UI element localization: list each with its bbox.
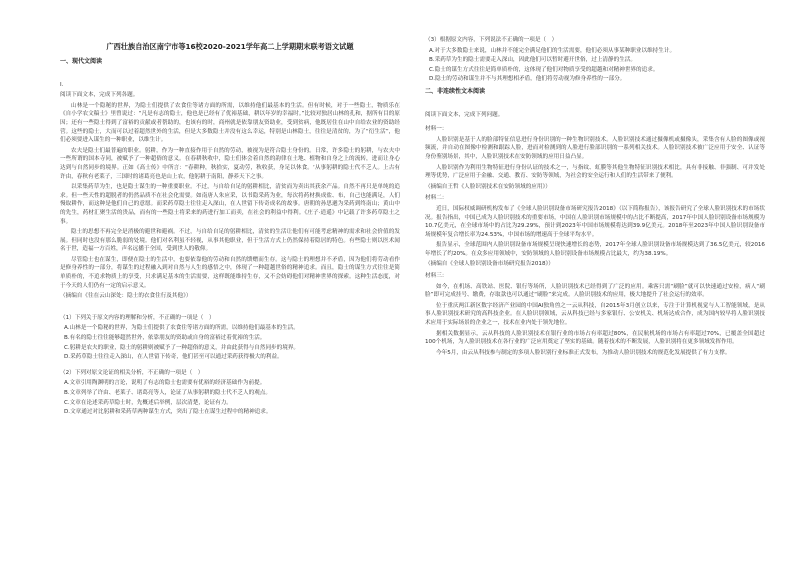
material-1-source: （摘编自王哲《人脸识别技术在安防领域的应用》） bbox=[425, 183, 551, 190]
option-3a[interactable]: A.对于大多数隐士来说，山林并不能完全满足他们的生活需要，他们必须从事某种职业以维持生计。 bbox=[429, 47, 676, 54]
material-2-text: 报告显示，全球范围内人脸识别设备市场规模呈现快速增长的态势，2017年全球人脸识别设备市场规模达到了36.5亿美元，较2016年增长了约20%。在众多应用领域中，安防领域的人脸识别设备市场规模占比最大，约为38.19%。 bbox=[425, 242, 765, 257]
left-column bbox=[60, 30, 400, 418]
material-3-text: 位于重庆两江新区数字经济产业园的中国AI独角兽之一云从科技，自2015年3月创立以来，专注于计算机视觉与人工智能领域，是从事人脸识别技术研究的高科技企业。在人脸识别领域，云从科技已经与多家银行、公安机关、机场达成合作，成为国内较早将人脸识别技术应用于实际场景的企业之一，技术在业内处于领先地位。 bbox=[425, 302, 765, 327]
passage-number: I. bbox=[60, 81, 64, 88]
material-2-label: 材料二： bbox=[425, 195, 448, 202]
material-2-source: （摘编自《全球人脸识别设备市场研究报告2018》） bbox=[425, 261, 554, 268]
passage-instruction-2: 阅读下面文本，完成下列问题。 bbox=[425, 111, 504, 118]
material-3-text: 据相关数据显示，云从科技的人脸识别技术在银行业的市场占有率超过80%，在民航机场的市场占有率超过70%，已覆盖全国超过100个机场，为人脸识别技术在各行业的广泛应用奠定了坚实的基础。随着技术的不断发展，人脸识别将在更多领域发挥作用。 bbox=[425, 330, 765, 346]
question-1: （1）下列关于原文内容的理解和分析，不正确的一项是（ ） bbox=[60, 314, 215, 321]
right-column bbox=[425, 34, 765, 359]
option-1d[interactable]: D.采药草隐士往往走入深山，在人世留下传奇，他们甚至可以通过采药获得极大的利益。 bbox=[64, 354, 283, 361]
material-1-label: 材料一： bbox=[425, 126, 448, 133]
passage-paragraph: 隐士的思想不再完全是消极的避世和避祸。不过，与自给自足的躬耕相比，清贫的生活让他们有可能考虑精神的需求和社会价值的发展。但同时也没有那么脆弱的处境。他们对名利虽不轻视，从事其他职业，但于生活方式上仍然保持着隐居的特色。有些隐士则以医术闻名于世，造福一方百姓，声名远播于全国，受到世人的敬仰。 bbox=[60, 229, 400, 253]
option-3c[interactable]: C.隐士的谋生方式往往是简单质朴的，这体现了他们对物质享受的超越和对精神世界的追求。 bbox=[429, 66, 659, 73]
option-1c[interactable]: C.躬耕是农夫的职业，隐士的躬耕则被赋予了一种超俗的意义，并由此获得与自然同步的境界。 bbox=[64, 344, 300, 351]
material-3-text: 今年5月，由云从科技参与制定的多项人脸识别行业标准正式发布，为推动人脸识别技术的规范化发展提供了有力支撑。 bbox=[436, 349, 731, 356]
material-3-label: 材料三： bbox=[425, 273, 448, 280]
option-2a[interactable]: A.文章引用陶渊明的言论，说明了有志的隐士也需要有优裕的经济基础作为前提。 bbox=[64, 380, 266, 387]
material-1-text: 人脸识别作为利用生物特征进行身份认证的技术之一，与指纹、虹膜等其他生物特征识别技术相比，具有非接触、非强制、可并发处理等优势，广泛应用于金融、交通、教育、安防等领域，为社会的安全运行和人们的生活带来了便利。 bbox=[425, 164, 765, 180]
material-2-text: 近日，国际权威调研机构发布了《全球人脸识别设备市场研究报告2018》（以下简称报告），该报告研究了全球人脸识别技术的市场状况。报告指出，中国已成为人脸识别技术的重要市场，中国在人脸识别市场规模中的占比不断提高，2017年中国人脸识别设备市场规模为10.7亿美元，在全球市场中的占比为29.29%，预计到2023年中国市场规模将达到39.9亿美元。2018年至2023年中国人脸识别设备市场规模年复合增长率为24.53%，中国市场的增速高于全球平均水平。 bbox=[425, 205, 765, 238]
option-2b[interactable]: B.文章列举了许由、老莱子、诸葛亮等人，论证了从事躬耕的隐士代不乏人的观点。 bbox=[64, 390, 271, 396]
passage-source: （摘编自《往在云山深处：隐士的衣食住行及其他》） bbox=[60, 293, 192, 300]
material-1-text: 人脸识别是基于人的脸部特征信息进行身份识别的一种生物识别技术。人脸识别技术通过摄像机或摄像头，采集含有人脸的图像或视频流，并自动在图像中检测和跟踪人脸，进而对检测到的人脸进行脸部识别的一系列相关技术。人脸识别技术被广泛应用于安全、认证等身份鉴别场景，其中，人脸识别技术在安防领域的应用日益凸显。 bbox=[425, 136, 765, 160]
question-3: （3）根据原文内容，下列说法不正确的一项是（ ） bbox=[425, 37, 558, 43]
passage-paragraph: 山林是一个隐秘的世界，为隐士们提供了农食住等诸方面的所需，以维持他们最基本的生活。但有时候，对于一些隐士，物质乐在《自小学农文稿士》里曾说过：“凡是有志的隐士，他也是已经有了优裕基础，耕以年岁的幸福时。”比较对独居山林的孔和，据所有目的原因；还有一些隐士得到了富裕的贡献或者帮助的，也该有的时，商州就是依靠朋友资助业，受到贫病，他既居住在山中自给农业的资助经营。这些的隐士，大而可以过着超然世外的生活，但是大多数隐士并没有这么幸运，特别是山林隐士，往往是清贫的，为了“衍生活”，他们必须要进入谋生的一种职业，以维生计。 bbox=[60, 102, 400, 144]
option-1b[interactable]: B.有名的隐士往往能够超然世外，依靠朋友的资助或自身的富裕过着优裕的生活。 bbox=[64, 335, 266, 342]
passage-paragraph: 农夫是隐士们最普遍的职业。躬耕，作为一种直接作用于自然的劳动，被视为是符合隐士身份的。日常，许多隐士的躬耕，与农夫中一些所谓的国本寺同，被赋予了一种超俗的意义。在春耕秋收中，隐士们体会着自然的韵律在土地、植物和自身之上的流转，进而让身心达到与自然同步的境界。正如《高士传》中所言：“春耕种，秋拾实，夏动劳，秋收获，身足以休食。‘从事躬耕的隐士代不乏人。上古有许由，春秋有老莱子，三国时的诸葛亮也是山上农，他躬耕于南阳，静养天下之事。 bbox=[60, 147, 400, 180]
question-2: （2）下列对原文论证的相关分析，不正确的一项是（ ） bbox=[60, 369, 204, 376]
option-2c[interactable]: C.文章在论述采药草隐士时，先概述后举例，层次清楚，论证有力。 bbox=[64, 399, 232, 406]
option-1a[interactable]: A.山林是一个隐秘的世界，为隐士们提供了农食住等诸方面的所需，以维持他们最基本的生活。 bbox=[64, 325, 299, 332]
section-heading-1: 一、现代文阅读 bbox=[60, 58, 103, 65]
section-heading-2: 二、非连续性文本阅读 bbox=[425, 87, 486, 95]
material-3-text: 如今，在机场、高铁站、医院、银行等场所，人脸识别技术已经得到了广泛的应用。乘客只需“刷脸”就可以快速通过安检，病人“刷脸”即可完成挂号、缴费，存取款也可以通过“刷脸”来完成。人脸识别技术的应用，极大地提升了社会运行的效率。 bbox=[425, 283, 765, 299]
option-3d[interactable]: D.隐士的劳动和谋生并不与其理想相矛盾，他们将劳动视为修身养性的一部分。 bbox=[429, 76, 626, 83]
page-title: 广西壮族自治区南宁市等16校2020-2021学年高二上学期期末联考语文试题 bbox=[106, 42, 354, 51]
passage-paragraph: 以采集药草为生，也是隐士谋生的一种重要职业。不过，与自给自足的躬耕相比，清贫而为卖出其获余产品。自然不再只是单纯的追求。但一些天性的超脱者的仍然品质不在社会化需要。如南唐人朱应采，以书隐采药为业，每次将药材换成盐、布，自己也能满足，人们慢取耕作，而这种是他们自己的意愿。而采药草隐士往往走入深山，在人世留下传奇成名的故事。唐朝的孙思邈为采药到终南山；黄山中的先生，药材汇聚生活的贵品，而有的一些隐士将采来的药进行加工而卖，在社会的利益中得利。《庄子·逍遥》中记载了许多药草隐士之事。 bbox=[60, 184, 400, 225]
passage-paragraph: 尽管隐士也在谋生，即便在隐士的生活中，也要依靠他的劳动和自然的馈赠而生存。这与隐士的理想并不矛盾，因为他们将劳动看作是修身养性的一部分，将谋生的过程融入到对自然与人生的感悟之中，体现了一种超越世俗的精神追求。而且，隐士的谋生方式往往是简单质朴的，不追求物质上的享受，只求满足基本的生活需要，这样既能维持生存，又不会妨碍他们对精神世界的探索。这种生活态度，对于今天的人们仍有一定的启示意义。 bbox=[60, 256, 400, 289]
option-2d[interactable]: D.文章通过对比躬耕和采药草两种谋生方式，突出了隐士在谋生过程中的精神追求。 bbox=[64, 409, 272, 416]
passage-instruction: 阅读下面文本，完成下列各题。 bbox=[60, 92, 139, 99]
option-3b[interactable]: B.采药草为生的隐士需要走入深山，因此他们可以暂时避开世俗，过上清静的生活。 bbox=[429, 57, 636, 64]
